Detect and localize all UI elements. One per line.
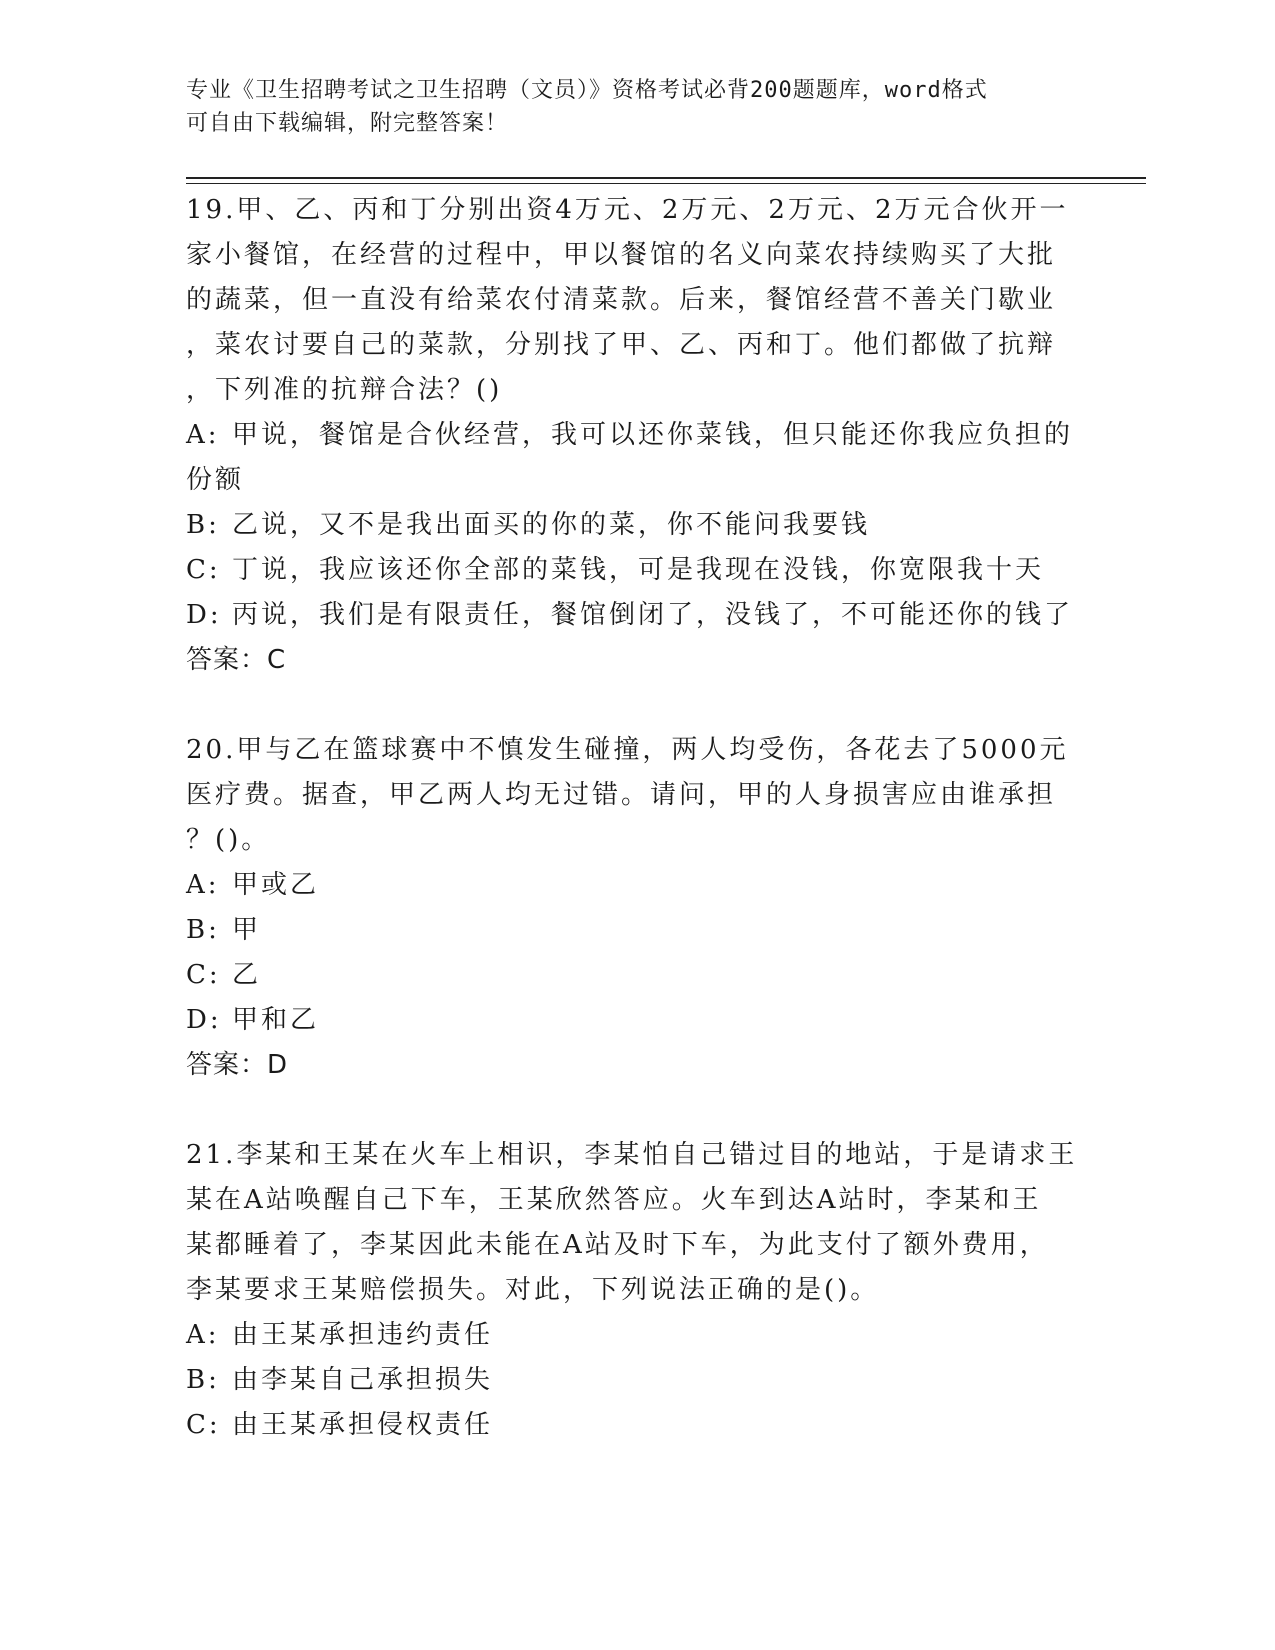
option-d xyxy=(186,998,1086,1043)
option-b xyxy=(186,1358,1086,1403)
option-letter: C: xyxy=(186,1410,221,1440)
header-divider-thin xyxy=(186,183,1146,184)
option-letter: B: xyxy=(186,510,220,540)
question-21 xyxy=(186,1133,1086,1448)
spacer xyxy=(186,683,1086,728)
option-text: 由王某承担侵权责任 xyxy=(232,1410,494,1440)
option-letter: C: xyxy=(186,960,221,990)
option-text: 甲说，餐馆是合伙经营，我可以还你菜钱，但只能还你我应负担的 xyxy=(232,420,1074,450)
option-text: 甲和乙 xyxy=(232,1005,320,1035)
question-list xyxy=(186,188,1086,1448)
question-stem: 19.甲、乙、丙和丁分别出资4万元、2万元、2万元、2万元合伙开一 家小餐馆，在经营的过程中，甲以餐馆的名义向菜农持续购买了大批 的蔬菜，但一直没有给菜农付清菜款。后来，餐馆经营不善关门歇业 ，菜农讨要自己的菜款，分别找了甲、乙、丙和丁。他们都做了抗辩 ，下列准的抗辩合法？() xyxy=(186,195,1069,405)
option-letter: D: xyxy=(186,1005,222,1035)
option-letter: B: xyxy=(186,915,220,945)
option-text: 甲 xyxy=(232,915,262,945)
option-letter: A: xyxy=(186,420,220,450)
answer-line: 答案：D xyxy=(186,1050,289,1080)
option-c xyxy=(186,548,1086,593)
option-text: 甲或乙 xyxy=(232,870,320,900)
option-c xyxy=(186,953,1086,998)
option-a-continued: 份额 xyxy=(186,465,245,495)
question-stem: 20.甲与乙在篮球赛中不慎发生碰撞，两人均受伤，各花去了5000元 医疗费。据查，甲乙两人均无过错。请问，甲的人身损害应由谁承担 ？()。 xyxy=(186,735,1069,855)
option-text: 丙说，我们是有限责任，餐馆倒闭了，没钱了，不可能还你的钱了 xyxy=(232,600,1074,630)
option-text: 由王某承担违约责任 xyxy=(232,1320,494,1350)
answer-line: 答案：C xyxy=(186,645,287,675)
option-text: 乙 xyxy=(232,960,262,990)
option-text: 乙说，又不是我出面买的你的菜，你不能问我要钱 xyxy=(232,510,871,540)
option-c xyxy=(186,1403,1086,1448)
question-stem: 21.李某和王某在火车上相识，李某怕自己错过目的地站，于是请求王 某在A站唤醒自己下车，王某欣然答应。火车到达A站时，李某和王 某都睡着了，李某因此未能在A站及时下车，为此支付了额外费用， 李某要求王某赔偿损失。对此，下列说法正确的是()。 xyxy=(186,1140,1078,1305)
option-b xyxy=(186,503,1086,548)
option-text: 由李某自己承担损失 xyxy=(232,1365,494,1395)
option-a xyxy=(186,413,1086,458)
option-letter: A: xyxy=(186,870,220,900)
option-letter: D: xyxy=(186,600,222,630)
spacer xyxy=(186,1088,1086,1133)
header-divider-thick xyxy=(186,177,1146,179)
option-letter: C: xyxy=(186,555,221,585)
option-letter: A: xyxy=(186,1320,220,1350)
question-20 xyxy=(186,728,1086,1088)
question-19 xyxy=(186,188,1086,683)
option-a xyxy=(186,863,1086,908)
option-d xyxy=(186,593,1086,638)
option-text: 丁说，我应该还你全部的菜钱，可是我现在没钱，你宽限我十天 xyxy=(232,555,1045,585)
option-b xyxy=(186,908,1086,953)
option-a xyxy=(186,1313,1086,1358)
option-letter: B: xyxy=(186,1365,220,1395)
document-header: 专业《卫生招聘考试之卫生招聘（文员）》资格考试必背200题题库，word格式 可自由下载编辑，附完整答案！ xyxy=(186,78,988,136)
